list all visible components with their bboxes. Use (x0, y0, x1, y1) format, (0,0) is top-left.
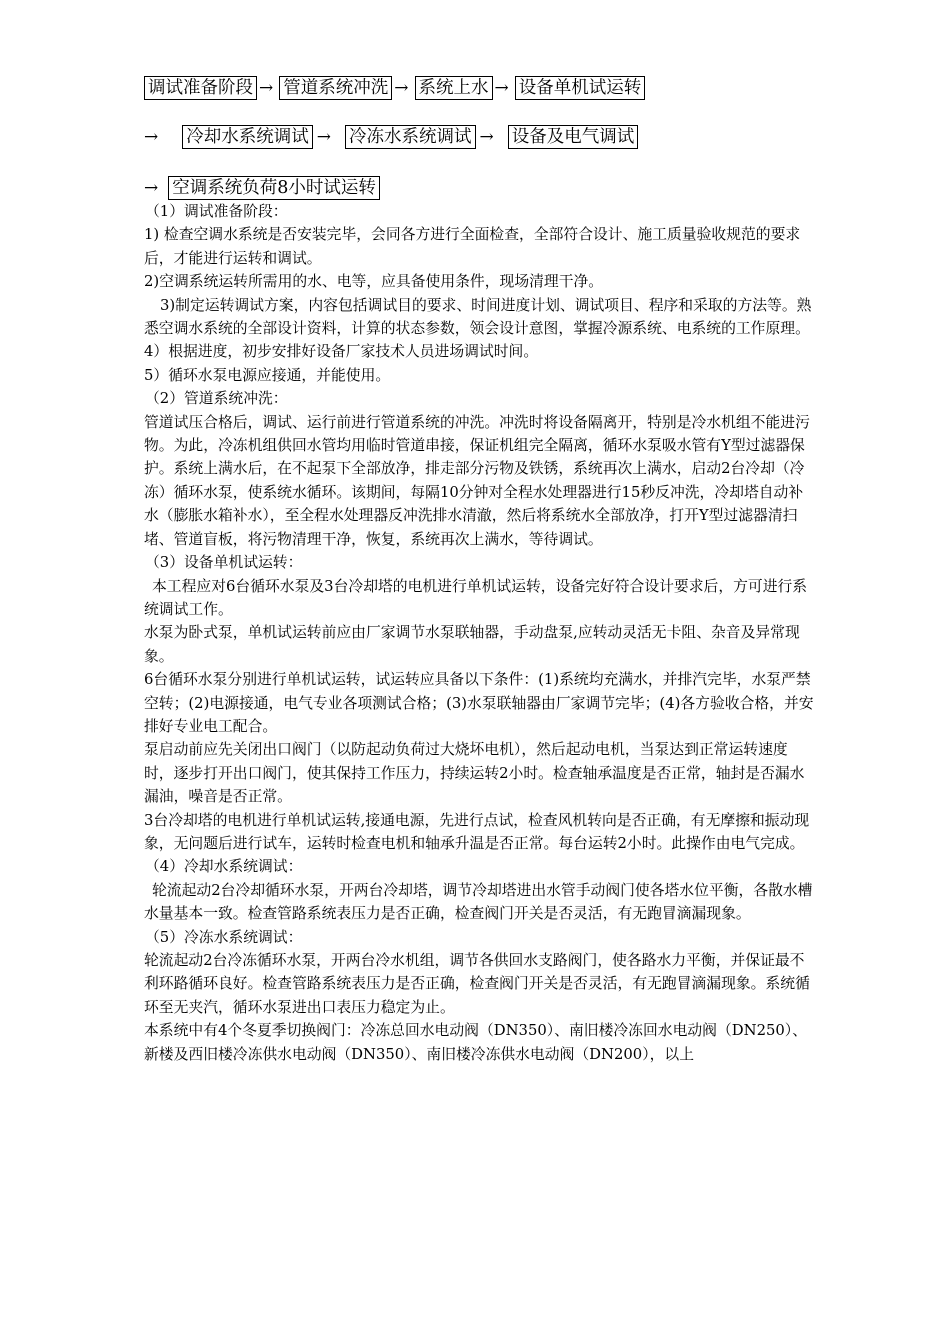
arrow-icon: → (494, 78, 509, 98)
section-1-heading: （1）调试准备阶段： (145, 203, 288, 220)
paragraph: 管道试压合格后，调试、运行前进行管道系统的冲洗。冲洗时将设备隔离开，特别是冷水机组不能进污物。为此，冷冻机组供回水管均用临时管道串接，保证机组完全隔离，循环水泵吸水管有Y型过滤器保护。系统上满水后，在不起泵下全部放净，排走部分污物及铁锈，系统再次上满水，启动2台冷却（冷冻）循环水泵，使系统水循环。该期间，每隔10分钟对全程水处理器进行15秒反冲洗，冷却塔自动补水（膨胀水箱补水），至全程水处理器反冲洗排水清澈，然后将系统水全部放净，打开Y型过滤器清扫堵、管道盲板，将污物清理干净，恢复，系统再次上满水，等待调试。 (144, 413, 810, 548)
arrow-icon: → (394, 78, 409, 98)
paragraph: 轮流起动2台冷冻循环水泵，开两台冷水机组，调节各供回水支路阀门，使各路水力平衡，并保证最不利环路循环良好。检查管路系统表压力是否正确，检查阀门开关是否灵活，有无跑冒滴漏现象。系统循环至无夹汽，循环水泵进出口表压力稳定为止。 (144, 952, 810, 1016)
section-2-heading: （2）管道系统冲洗： (145, 390, 288, 408)
flow-step-water-filling: 系统上水 (415, 76, 493, 100)
arrow-icon: → (316, 127, 331, 147)
section-3-heading: （3）设备单机试运转： (145, 554, 303, 572)
arrow-icon: → (144, 127, 159, 147)
flow-step-cooling-water-debug: 冷却水系统调试 (182, 125, 313, 149)
section-4-heading: （4）冷却水系统调试： (145, 858, 303, 876)
paragraph: 4）根据进度，初步安排好设备厂家技术人员进场调试时间。 (144, 343, 539, 361)
paragraph: 本工程应对6台循环水泵及3台冷却塔的电机进行单机试运转，设备完好符合设计要求后，方可进行系统调试工作。 (144, 577, 808, 618)
paragraph: 2)空调系统运转所需用的水、电等，应具备使用条件，现场清理干净。 (144, 273, 604, 291)
flow-step-single-unit-test: 设备单机试运转 (515, 76, 646, 100)
flow-step-chilled-water-debug: 冷冻水系统调试 (345, 125, 476, 149)
paragraph: 本系统中有4个冬夏季切换阀门：冷冻总回水电动阀（DN350）、南旧楼冷冻回水电动阀（DN250）、新楼及西旧楼冷冻供水电动阀（DN350）、南旧楼冷冻供水电动阀（DN200），以上 (144, 1022, 808, 1063)
flow-row-1 (144, 75, 645, 101)
paragraph: 3)制定运转调试方案，内容包括调试目的要求、时间进度计划、调试项目、程序和采取的方法等。熟悉空调水系统的全部设计资料，计算的状态参数，领会设计意图，掌握冷源系统、电系统的工作原理。 (144, 296, 812, 338)
arrow-icon: → (259, 78, 274, 98)
flow-row-2 (144, 124, 638, 150)
paragraph: 3台冷却塔的电机进行单机试运转,接通电源，先进行点试，检查风机转向是否正确，有无摩擦和振动现象，无问题后进行试车，运转时检查电机和轴承升温是否正常。每台运转2小时。此操作由电气完成。 (144, 811, 810, 852)
paragraph: 1) 检查空调水系统是否安装完毕，会同各方进行全面检查，全部符合设计、施工质量验收规范的要求后，才能进行运转和调试。 (144, 226, 801, 267)
paragraph: 轮流起动2台冷却循环水泵，开两台冷却塔，调节冷却塔进出水管手动阀门使各塔水位平衡，各散水槽水量基本一致。检查管路系统表压力是否正确，检查阀门开关是否灵活，有无跑冒滴漏现象。 (144, 881, 813, 923)
paragraph: 6台循环水泵分别进行单机试运转，试运转应具备以下条件：(1)系统均充满水，并排汽完毕，水泵严禁空转；(2)电源接通，电气专业各项测试合格；(3)水泵联轴器由厂家调节完毕；(4)各方验收合格，并安排好专业电工配合。 (144, 671, 814, 735)
flow-row-3 (144, 175, 380, 201)
arrow-icon: → (144, 178, 159, 198)
paragraph: 5）循环水泵电源应接通，并能使用。 (144, 366, 391, 384)
flow-step-equipment-electrical-debug: 设备及电气调试 (508, 125, 639, 149)
paragraph: 水泵为卧式泵，单机试运转前应由厂家调节水泵联轴器，手动盘泵,应转动灵活无卡阻、杂音及异常现象。 (144, 624, 800, 665)
paragraph: 泵启动前应先关闭出口阀门（以防起动负荷过大烧坏电机），然后起动电机，当泵达到正常运转速度时，逐步打开出口阀门，使其保持工作压力，持续运转2小时。检查轴承温度是否正常，轴封是否漏水漏油，噪音是否正常。 (144, 741, 805, 806)
arrow-icon: → (479, 127, 494, 147)
flow-step-load-test: 空调系统负荷8小时试运转 (168, 176, 380, 200)
flow-step-preparation: 调试准备阶段 (144, 76, 257, 100)
flow-step-pipe-flushing: 管道系统冲洗 (279, 76, 392, 100)
document-body (144, 200, 816, 1066)
section-5-heading: （5）冷冻水系统调试： (145, 928, 303, 946)
